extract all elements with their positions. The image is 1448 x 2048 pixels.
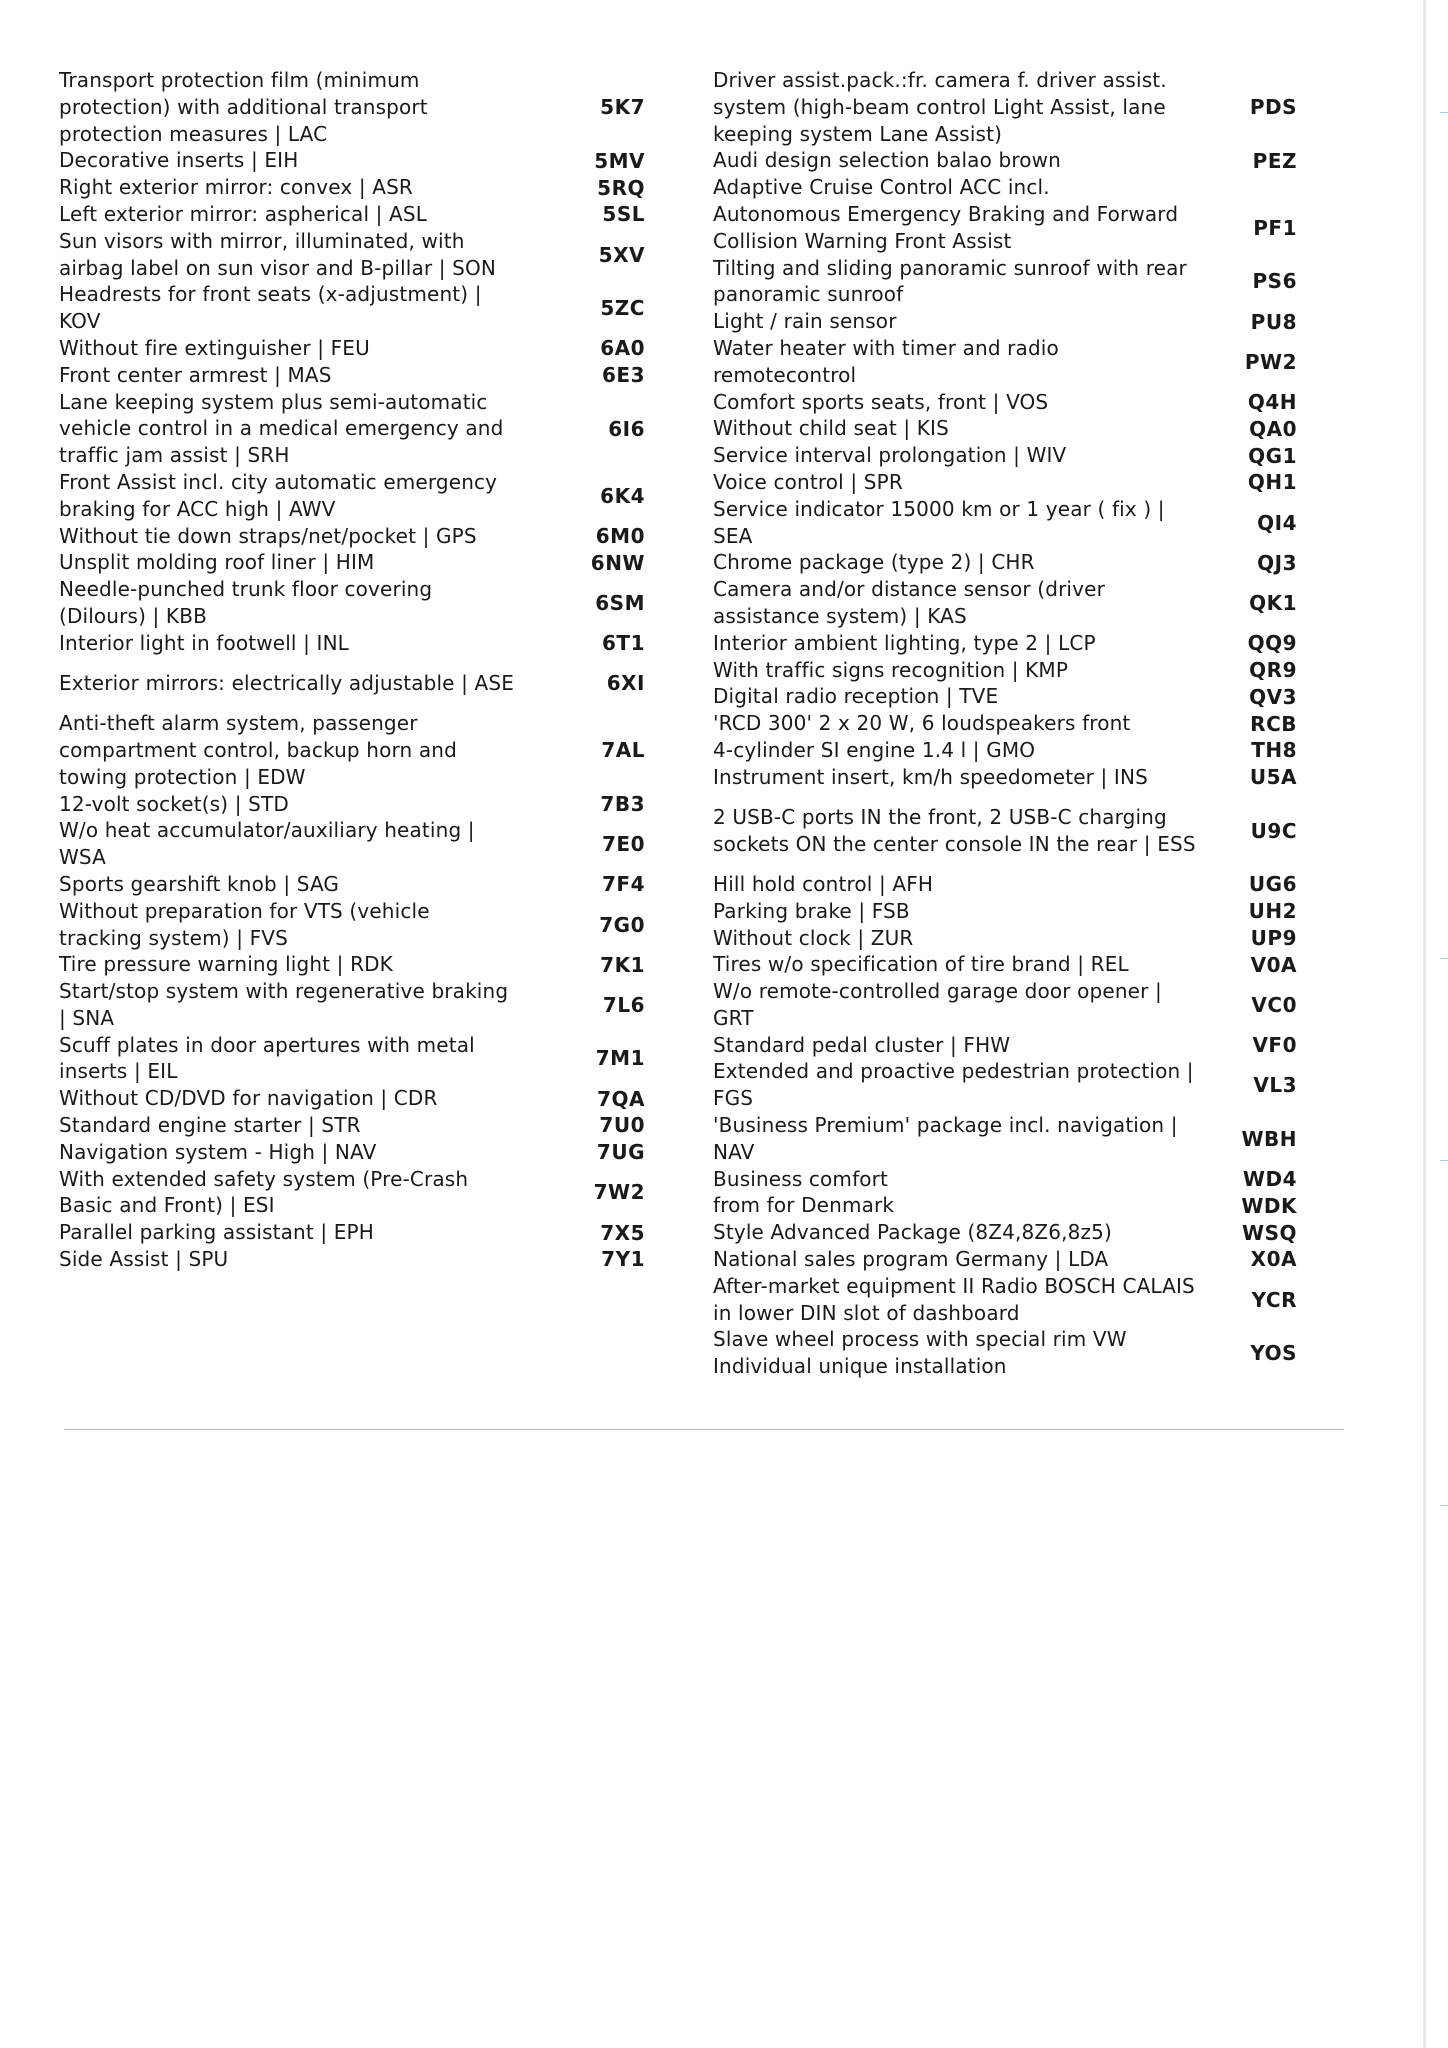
- equipment-row: [713, 496, 1345, 550]
- equipment-row: [59, 710, 691, 790]
- equipment-row: [59, 657, 691, 711]
- left-equipment-column: [59, 67, 691, 1273]
- equipment-code: 7K1: [600, 952, 645, 977]
- equipment-code: PEZ: [1252, 148, 1297, 173]
- equipment-code: QG1: [1248, 443, 1297, 468]
- equipment-description: W/o remote-controlled garage door opener | GRT: [713, 979, 1162, 1030]
- equipment-description: Digital radio reception | TVE: [713, 684, 999, 709]
- equipment-description: Standard engine starter | STR: [59, 1113, 361, 1138]
- equipment-description: Interior ambient lighting, type 2 | LCP: [713, 630, 1096, 655]
- equipment-code: 6E3: [602, 363, 645, 388]
- equipment-description: Service interval prolongation | WIV: [713, 443, 1067, 468]
- equipment-code: QA0: [1249, 416, 1297, 441]
- equipment-code: U5A: [1249, 765, 1297, 790]
- equipment-code: QH1: [1247, 470, 1297, 495]
- equipment-code: VL3: [1253, 1073, 1297, 1098]
- equipment-row: [59, 576, 691, 630]
- equipment-description: Unsplit molding roof liner | HIM: [59, 550, 375, 575]
- equipment-description: Right exterior mirror: convex | ASR: [59, 175, 413, 200]
- equipment-description: Adaptive Cruise Control ACC incl.: [713, 175, 1050, 200]
- equipment-code: 7W2: [593, 1180, 645, 1205]
- equipment-code: QI4: [1257, 510, 1297, 535]
- equipment-code: 6K4: [600, 483, 645, 508]
- equipment-row: [59, 549, 691, 576]
- equipment-row: [713, 442, 1345, 469]
- scan-mark: [1440, 1505, 1448, 1506]
- equipment-row: [713, 764, 1345, 791]
- equipment-row: [59, 1085, 691, 1112]
- equipment-row: [713, 308, 1345, 335]
- equipment-row: [59, 281, 691, 335]
- equipment-description: Start/stop system with regenerative braking | SNA: [59, 979, 509, 1030]
- equipment-code: 6NW: [590, 550, 645, 575]
- equipment-code: 5XV: [598, 242, 645, 267]
- equipment-row: [713, 201, 1345, 255]
- equipment-description: Light / rain sensor: [713, 309, 897, 334]
- equipment-row: [59, 898, 691, 952]
- equipment-row: [713, 871, 1345, 898]
- equipment-code: 6I6: [608, 416, 645, 441]
- equipment-code: 7L6: [602, 992, 645, 1017]
- equipment-row: [59, 335, 691, 362]
- equipment-code: PDS: [1249, 95, 1297, 120]
- equipment-description: Tilting and sliding panoramic sunroof with rear panoramic sunroof: [713, 255, 1187, 307]
- equipment-code: 7F4: [602, 872, 645, 897]
- equipment-code: 5SL: [602, 202, 645, 227]
- equipment-code: YCR: [1251, 1287, 1297, 1312]
- equipment-code: VC0: [1251, 992, 1297, 1017]
- equipment-description: Without CD/DVD for navigation | CDR: [59, 1086, 438, 1111]
- equipment-description: 'Business Premium' package incl. navigation | NAV: [713, 1113, 1178, 1164]
- equipment-code: UH2: [1248, 899, 1297, 924]
- equipment-description: Business comfort: [713, 1166, 889, 1191]
- equipment-row: [59, 630, 691, 657]
- right-equipment-column: [713, 67, 1345, 1380]
- equipment-row: [713, 1219, 1345, 1246]
- equipment-code: 7E0: [602, 832, 645, 857]
- equipment-code: PS6: [1252, 269, 1297, 294]
- equipment-code: WD4: [1242, 1167, 1297, 1192]
- equipment-code: 7M1: [595, 1046, 645, 1071]
- equipment-description: Left exterior mirror: aspherical | ASL: [59, 201, 428, 226]
- equipment-description: 2 USB-C ports IN the front, 2 USB-C charging sockets ON the center console IN the rear | ESS: [713, 804, 1196, 856]
- equipment-description: Instrument insert, km/h speedometer | INS: [713, 764, 1148, 789]
- equipment-description: Without fire extinguisher | FEU: [59, 335, 370, 360]
- equipment-description: Slave wheel process with special rim VW Individual unique installation: [713, 1327, 1127, 1379]
- equipment-description: Autonomous Emergency Braking and Forward Collision Warning Front Assist: [713, 201, 1179, 253]
- equipment-row: [713, 951, 1345, 978]
- equipment-code: 7G0: [599, 912, 645, 937]
- equipment-description: With extended safety system (Pre-Crash Basic and Front) | ESI: [59, 1166, 469, 1218]
- equipment-description: Parallel parking assistant | EPH: [59, 1220, 374, 1245]
- equipment-row: [59, 362, 691, 389]
- equipment-description: Transport protection film (minimum protection) with additional transport protection measures | LAC: [59, 68, 428, 146]
- equipment-row: [713, 415, 1345, 442]
- bottom-divider: [64, 1429, 1344, 1430]
- equipment-description: Interior light in footwell | INL: [59, 630, 349, 655]
- equipment-description: Front Assist incl. city automatic emergency braking for ACC high | AWV: [59, 469, 498, 521]
- equipment-code: UP9: [1250, 925, 1297, 950]
- equipment-description: Lane keeping system plus semi-automatic vehicle control in a medical emergency and traffic jam assist | SRH: [59, 389, 504, 468]
- equipment-code: 6A0: [600, 336, 645, 361]
- scan-mark: [1440, 958, 1448, 959]
- equipment-description: Style Advanced Package (8Z4,8Z6,8z5): [713, 1220, 1112, 1245]
- equipment-description: 'RCD 300' 2 x 20 W, 6 loudspeakers front: [713, 711, 1131, 736]
- equipment-row: [713, 469, 1345, 496]
- equipment-row: [713, 1246, 1345, 1273]
- equipment-row: [59, 228, 691, 282]
- equipment-code: UG6: [1248, 872, 1297, 897]
- equipment-row: [59, 951, 691, 978]
- equipment-row: [713, 978, 1345, 1032]
- page-edge: [1423, 0, 1426, 2048]
- equipment-row: [59, 978, 691, 1032]
- equipment-code: QV3: [1249, 684, 1297, 709]
- equipment-row: [713, 630, 1345, 657]
- equipment-description: Voice control | SPR: [713, 469, 903, 494]
- equipment-row: [713, 683, 1345, 710]
- equipment-description: Anti-theft alarm system, passenger compartment control, backup horn and towing protection | EDW: [59, 711, 457, 789]
- equipment-description: After-market equipment II Radio BOSCH CALAIS in lower DIN slot of dashboard: [713, 1273, 1195, 1325]
- equipment-code: 7UG: [596, 1140, 645, 1165]
- equipment-row: [59, 201, 691, 228]
- equipment-code: QQ9: [1247, 631, 1297, 656]
- equipment-row: [713, 1032, 1345, 1059]
- equipment-description: W/o heat accumulator/auxiliary heating | WSA: [59, 818, 475, 870]
- equipment-code: PW2: [1244, 349, 1297, 374]
- equipment-code: 7U0: [599, 1113, 645, 1138]
- equipment-row: [713, 1058, 1345, 1112]
- equipment-description: Water heater with timer and radio remotecontrol: [713, 335, 1059, 387]
- equipment-description: Navigation system - High | NAV: [59, 1139, 377, 1164]
- equipment-code: 6SM: [595, 590, 645, 615]
- equipment-description: Side Assist | SPU: [59, 1247, 229, 1272]
- equipment-code: WSQ: [1242, 1220, 1297, 1245]
- equipment-row: [713, 67, 1345, 147]
- equipment-code: 7X5: [600, 1220, 645, 1245]
- equipment-row: [713, 791, 1345, 871]
- equipment-code: QR9: [1249, 657, 1297, 682]
- equipment-description: Sports gearshift knob | SAG: [59, 871, 340, 896]
- equipment-description: Without tie down straps/net/pocket | GPS: [59, 523, 477, 548]
- equipment-code: QJ3: [1257, 550, 1297, 575]
- equipment-description: Without child seat | KIS: [713, 416, 949, 441]
- equipment-row: [59, 1246, 691, 1273]
- equipment-description: Sun visors with mirror, illuminated, with airbag label on sun visor and B-pillar | SON: [59, 228, 497, 280]
- equipment-row: [713, 147, 1345, 174]
- equipment-description: With traffic signs recognition | KMP: [713, 657, 1069, 682]
- equipment-row: [713, 174, 1345, 201]
- equipment-row: [59, 791, 691, 818]
- equipment-row: [59, 147, 691, 174]
- equipment-row: [713, 389, 1345, 416]
- equipment-description: Exterior mirrors: electrically adjustable | ASE: [59, 670, 514, 695]
- equipment-row: [713, 710, 1345, 737]
- equipment-description: from for Denmark: [713, 1193, 895, 1218]
- equipment-row: [59, 523, 691, 550]
- equipment-description: Extended and proactive pedestrian protection | FGS: [713, 1059, 1194, 1111]
- equipment-row: [59, 1219, 691, 1246]
- equipment-description: Camera and/or distance sensor (driver assistance system) | KAS: [713, 577, 1105, 628]
- equipment-code: V0A: [1250, 952, 1297, 977]
- equipment-description: Audi design selection balao brown: [713, 148, 1061, 173]
- equipment-row: [59, 67, 691, 147]
- equipment-code: 7QA: [597, 1086, 645, 1111]
- equipment-description: 4-cylinder SI engine 1.4 l | GMO: [713, 737, 1036, 762]
- equipment-code: WDK: [1241, 1193, 1297, 1218]
- equipment-code: 5RQ: [597, 175, 645, 200]
- equipment-code: PU8: [1250, 309, 1297, 334]
- scan-mark: [1440, 1160, 1448, 1161]
- equipment-description: Chrome package (type 2) | CHR: [713, 550, 1035, 575]
- equipment-row: [713, 737, 1345, 764]
- equipment-code: 7B3: [600, 791, 645, 816]
- equipment-description: 12-volt socket(s) | STD: [59, 791, 289, 816]
- equipment-row: [59, 1112, 691, 1139]
- equipment-code: 5ZC: [600, 296, 645, 321]
- equipment-code: 7AL: [601, 738, 645, 763]
- equipment-row: [59, 1139, 691, 1166]
- equipment-code: Q4H: [1247, 389, 1297, 414]
- equipment-description: Standard pedal cluster | FHW: [713, 1032, 1011, 1057]
- equipment-row: [713, 335, 1345, 389]
- equipment-description: Service indicator 15000 km or 1 year ( fix ) | SEA: [713, 496, 1165, 548]
- equipment-code: RCB: [1250, 711, 1297, 736]
- equipment-code: 7Y1: [601, 1247, 645, 1272]
- equipment-code: 6XI: [606, 671, 645, 696]
- equipment-row: [59, 174, 691, 201]
- equipment-code: 6M0: [595, 523, 645, 548]
- equipment-description: Front center armrest | MAS: [59, 362, 332, 387]
- equipment-description: Tire pressure warning light | RDK: [59, 952, 393, 977]
- equipment-row: [713, 1273, 1345, 1327]
- equipment-description: Without preparation for VTS (vehicle tracking system) | FVS: [59, 898, 430, 950]
- equipment-code: 6T1: [602, 631, 645, 656]
- equipment-row: [713, 255, 1345, 309]
- equipment-row: [713, 576, 1345, 630]
- equipment-row: [713, 657, 1345, 684]
- equipment-row: [59, 1166, 691, 1220]
- equipment-description: Comfort sports seats, front | VOS: [713, 389, 1049, 414]
- equipment-row: [713, 1192, 1345, 1219]
- equipment-description: Needle-punched trunk floor covering (Dilours) | KBB: [59, 577, 433, 628]
- equipment-code: TH8: [1251, 738, 1297, 763]
- equipment-code: 5MV: [594, 148, 645, 173]
- equipment-code: VF0: [1252, 1033, 1297, 1058]
- equipment-code: 5K7: [600, 95, 645, 120]
- equipment-row: [713, 549, 1345, 576]
- equipment-row: [713, 898, 1345, 925]
- equipment-description: Hill hold control | AFH: [713, 871, 934, 896]
- equipment-row: [59, 469, 691, 523]
- equipment-description: Driver assist.pack.:fr. camera f. driver assist. system (high-beam control Light Assist, lane keeping system Lane Assist): [713, 68, 1167, 146]
- equipment-row: [713, 1326, 1345, 1380]
- equipment-row: [59, 871, 691, 898]
- equipment-code: QK1: [1249, 590, 1297, 615]
- equipment-code: U9C: [1250, 818, 1297, 843]
- equipment-code: X0A: [1250, 1247, 1297, 1272]
- equipment-row: [59, 1032, 691, 1086]
- equipment-row: [59, 389, 691, 469]
- equipment-description: Parking brake | FSB: [713, 898, 910, 923]
- equipment-description: Without clock | ZUR: [713, 925, 914, 950]
- equipment-row: [713, 925, 1345, 952]
- equipment-description: National sales program Germany | LDA: [713, 1247, 1109, 1272]
- equipment-description: Decorative inserts | EIH: [59, 148, 299, 173]
- equipment-description: Tires w/o specification of tire brand | REL: [713, 952, 1129, 977]
- scan-mark: [1440, 112, 1448, 113]
- equipment-code: YOS: [1250, 1341, 1297, 1366]
- equipment-row: [713, 1112, 1345, 1166]
- equipment-row: [713, 1166, 1345, 1193]
- equipment-description: Scuff plates in door apertures with metal inserts | EIL: [59, 1032, 475, 1084]
- equipment-row: [59, 817, 691, 871]
- equipment-code: WBH: [1241, 1126, 1297, 1151]
- equipment-description: Headrests for front seats (x-adjustment) | KOV: [59, 282, 482, 334]
- equipment-code: PF1: [1253, 215, 1297, 240]
